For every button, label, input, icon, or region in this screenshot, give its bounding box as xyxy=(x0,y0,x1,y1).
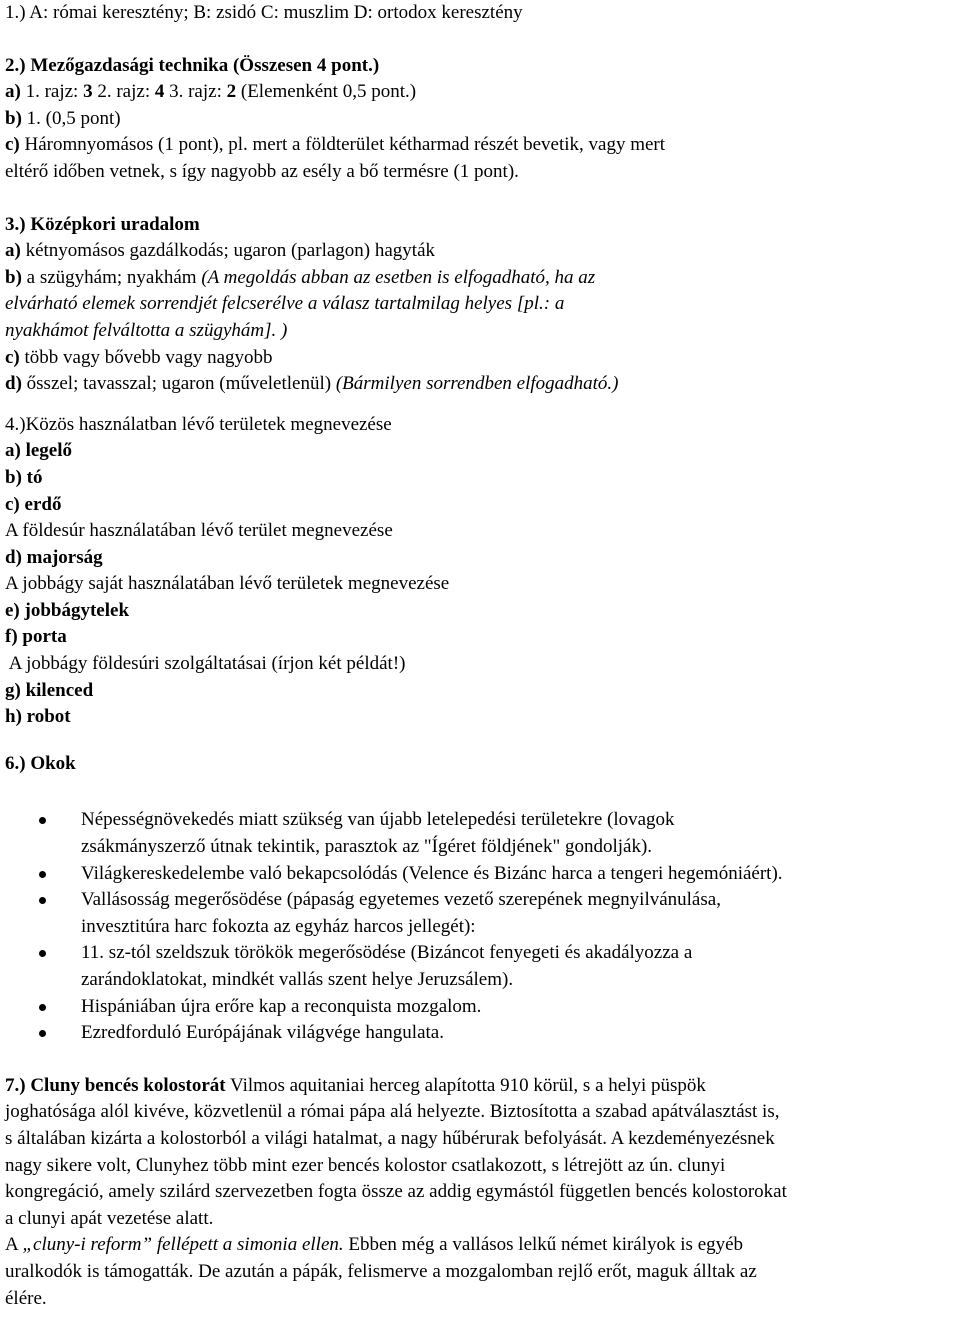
q2-a: a) 1. rajz: 3 2. rajz: 4 3. rajz: 2 (Elemenként 0,5 pont.) xyxy=(5,81,417,103)
q7-line: 7.) Cluny bencés kolostorát Vilmos aquitaniai herceg alapította 910 körül, s a helyi püspök xyxy=(5,1074,706,1096)
list-item-text: Hispániában újra erőre kap a reconquista mozgalom. xyxy=(81,995,482,1017)
q4-b: b) tó xyxy=(5,466,43,488)
list-item xyxy=(5,807,957,860)
list-item-text: 11. sz-tól szeldszuk törökök megerősödése (Bizáncot fenyegeti és akadályozza a xyxy=(81,942,693,964)
q7-line: joghatósága alól kivéve, közvetlenül a római pápa alá helyezte. Biztosította a szabad apátválasztást is, xyxy=(5,1101,780,1123)
q6-reasons-list xyxy=(5,807,957,1046)
q7-line: kongregáció, amely szilárd szervezetben fogta össze az addig egymástól független bencés kolostorokat xyxy=(5,1181,787,1203)
q2-c-cont: eltérő időben vetnek, s így nagyobb az esély a bő termésre (1 pont). xyxy=(5,160,519,182)
q2-c: c) Háromnyomásos (1 pont), pl. mert a földterület kétharmad részét bevetik, vagy mert xyxy=(5,134,666,156)
list-item-text: Világkereskedelembe való bekapcsolódás (Velence és Bizánc harca a tengeri hegemóniáért). xyxy=(81,862,783,884)
q4-sub-serf: A jobbágy saját használatában lévő területek megnevezése xyxy=(5,573,450,595)
bullet-icon xyxy=(39,1004,46,1011)
list-item xyxy=(5,1020,957,1047)
bullet-icon xyxy=(39,1030,46,1037)
list-item xyxy=(5,994,957,1021)
list-item-text: Népességnövekedés miatt szükség van újabb letelepedési területekre (lovagok xyxy=(81,809,675,831)
q4-e: e) jobbágytelek xyxy=(5,599,130,621)
q4-d: d) majorság xyxy=(5,546,103,568)
q4-sub-landlord: A földesúr használatában lévő terület megnevezése xyxy=(5,520,393,542)
q7-line: uralkodók is támogatták. De azután a pápák, felismerve a mozgalomban rejlő erőt, maguk álltak az xyxy=(5,1260,757,1282)
list-item-text-cont: zarándoklatokat, mindkét vallás szent helye Jeruzsálem). xyxy=(81,969,514,990)
q3-b-cont2: nyakhámot felváltotta a szügyhám]. ) xyxy=(5,319,288,341)
q2-b: b) 1. (0,5 pont) xyxy=(5,107,121,129)
q4-heading: 4.)Közös használatban lévő területek megnevezése xyxy=(5,413,392,435)
list-item-text: Ezredforduló Európájának világvége hangulata. xyxy=(81,1022,444,1044)
q3-a: a) kétnyomásos gazdálkodás; ugaron (parlagon) hagyták xyxy=(5,240,436,262)
q7-line: élére. xyxy=(5,1287,47,1309)
list-item-text: Vallásosság megerősödése (pápaság egyetemes vezető szerepének megnyilvánulása, xyxy=(81,889,721,911)
q6-heading: 6.) Okok xyxy=(5,752,76,774)
bullet-icon xyxy=(39,817,46,824)
q3-b: b) a szügyhám; nyakhám (A megoldás abban az esetben is elfogadható, ha az xyxy=(5,266,596,288)
q2-heading: 2.) Mezőgazdasági technika (Összesen 4 pont.) xyxy=(5,54,380,76)
q3-d: d) ősszel; tavasszal; ugaron (műveletlenül) (Bármilyen sorrendben elfogadható.) xyxy=(5,373,619,395)
list-item xyxy=(5,861,957,888)
q7-line: s általában kizárta a kolostorból a világi hatalmat, a nagy hűbérurak befolyását. A kezdeményezésnek xyxy=(5,1127,775,1149)
q7-line: A „cluny-i reform” fellépett a simonia ellen. Ebben még a vallásos lelkű német királyok is egyéb xyxy=(5,1234,744,1256)
q3-b-cont1: elvárható elemek sorrendjét felcserélve a válasz tartalmilag helyes [pl.: a xyxy=(5,293,565,315)
list-item-text-cont: zsákmányszerző útnak tekintik, parasztok az "Ígéret földjének" gondolják). xyxy=(81,836,653,858)
list-item xyxy=(5,887,957,940)
list-item-text-cont: invesztitúra harc fokozta az egyház harcos jellegét): xyxy=(81,915,476,937)
q7-line: nagy sikere volt, Clunyhez több mint ezer bencés kolostor csatlakozott, s létrejött az ún. clunyi xyxy=(5,1154,726,1176)
q4-c: c) erdő xyxy=(5,493,62,515)
q4-a: a) legelő xyxy=(5,440,73,462)
q4-g: g) kilenced xyxy=(5,679,94,701)
q1-answer: 1.) A: római keresztény; B: zsidó C: muszlim D: ortodox keresztény xyxy=(5,2,523,23)
q7-line: a clunyi apát vezetése alatt. xyxy=(5,1207,214,1229)
answer-key-page xyxy=(5,0,957,1312)
bullet-icon xyxy=(39,950,46,957)
q4-sub-services: A jobbágy földesúri szolgáltatásai (írjon két példát!) xyxy=(5,653,406,675)
q4-f: f) porta xyxy=(5,626,67,648)
list-item xyxy=(5,940,957,993)
q4-h: h) robot xyxy=(5,706,71,728)
q3-c: c) több vagy bővebb vagy nagyobb xyxy=(5,346,273,368)
q7-paragraph xyxy=(5,1073,957,1312)
bullet-icon xyxy=(39,897,46,904)
bullet-icon xyxy=(39,871,46,878)
q3-heading: 3.) Középkori uradalom xyxy=(5,213,200,235)
